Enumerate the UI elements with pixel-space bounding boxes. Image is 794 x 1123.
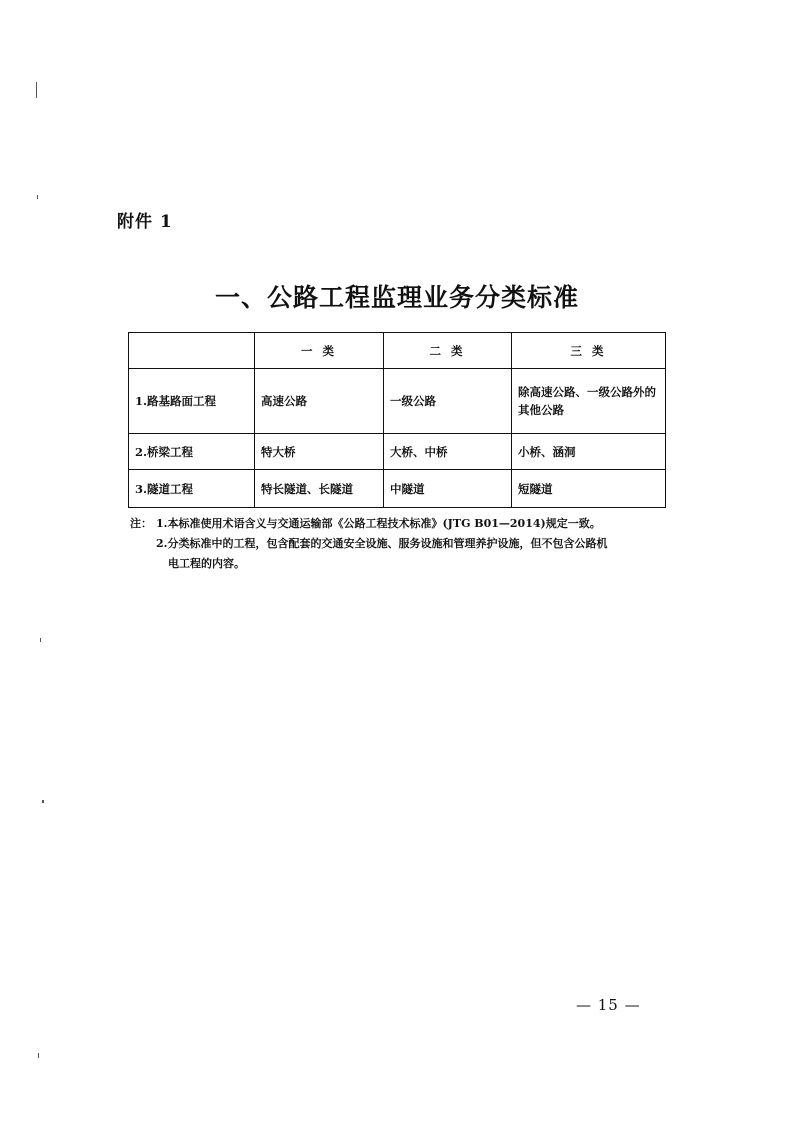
cell-class-2: 一级公路 [384, 369, 512, 434]
note-item: 1.本标准使用术语含义与交通运输部《公路工程技术标准》(JTG B01—2014)规定一致。 [156, 517, 601, 530]
header-cell-class-1: 一 类 [255, 333, 384, 369]
scan-speck [38, 1053, 39, 1058]
scan-speck [36, 82, 37, 98]
table-row [129, 470, 666, 508]
header-cell-class-2: 二 类 [384, 333, 512, 369]
row-name: 1.路基路面工程 [129, 369, 255, 434]
cell-class-3: 除高速公路、一级公路外的其他公路 [512, 369, 666, 434]
cell-class-2: 中隧道 [384, 470, 512, 508]
row-name: 2.桥梁工程 [129, 434, 255, 470]
page-number: — 15 — [576, 996, 641, 1014]
cell-class-2: 大桥、中桥 [384, 434, 512, 470]
table-header-row [129, 333, 666, 369]
attachment-label: 附件 1 [117, 212, 173, 232]
header-cell-class-3: 三 类 [512, 333, 666, 369]
row-name: 3.隧道工程 [129, 470, 255, 508]
scan-speck [42, 800, 44, 803]
page-title: 一、公路工程监理业务分类标准 [214, 283, 579, 312]
notes [130, 514, 690, 574]
table-row [129, 434, 666, 470]
cell-class-1: 高速公路 [255, 369, 384, 434]
scan-speck [40, 638, 41, 642]
scan-speck [37, 195, 38, 199]
classification-table [128, 332, 666, 508]
notes-lead: 注： [130, 517, 152, 530]
cell-class-1: 特长隧道、长隧道 [255, 470, 384, 508]
table-row [129, 369, 666, 434]
cell-class-1: 特大桥 [255, 434, 384, 470]
cell-class-3: 短隧道 [512, 470, 666, 508]
note-item: 2.分类标准中的工程，包含配套的交通安全设施、服务设施和管理养护设施，但不包含公路机 [156, 537, 608, 550]
header-cell-empty [129, 333, 255, 369]
note-item-continuation: 电工程的内容。 [168, 557, 245, 570]
cell-class-3: 小桥、涵洞 [512, 434, 666, 470]
